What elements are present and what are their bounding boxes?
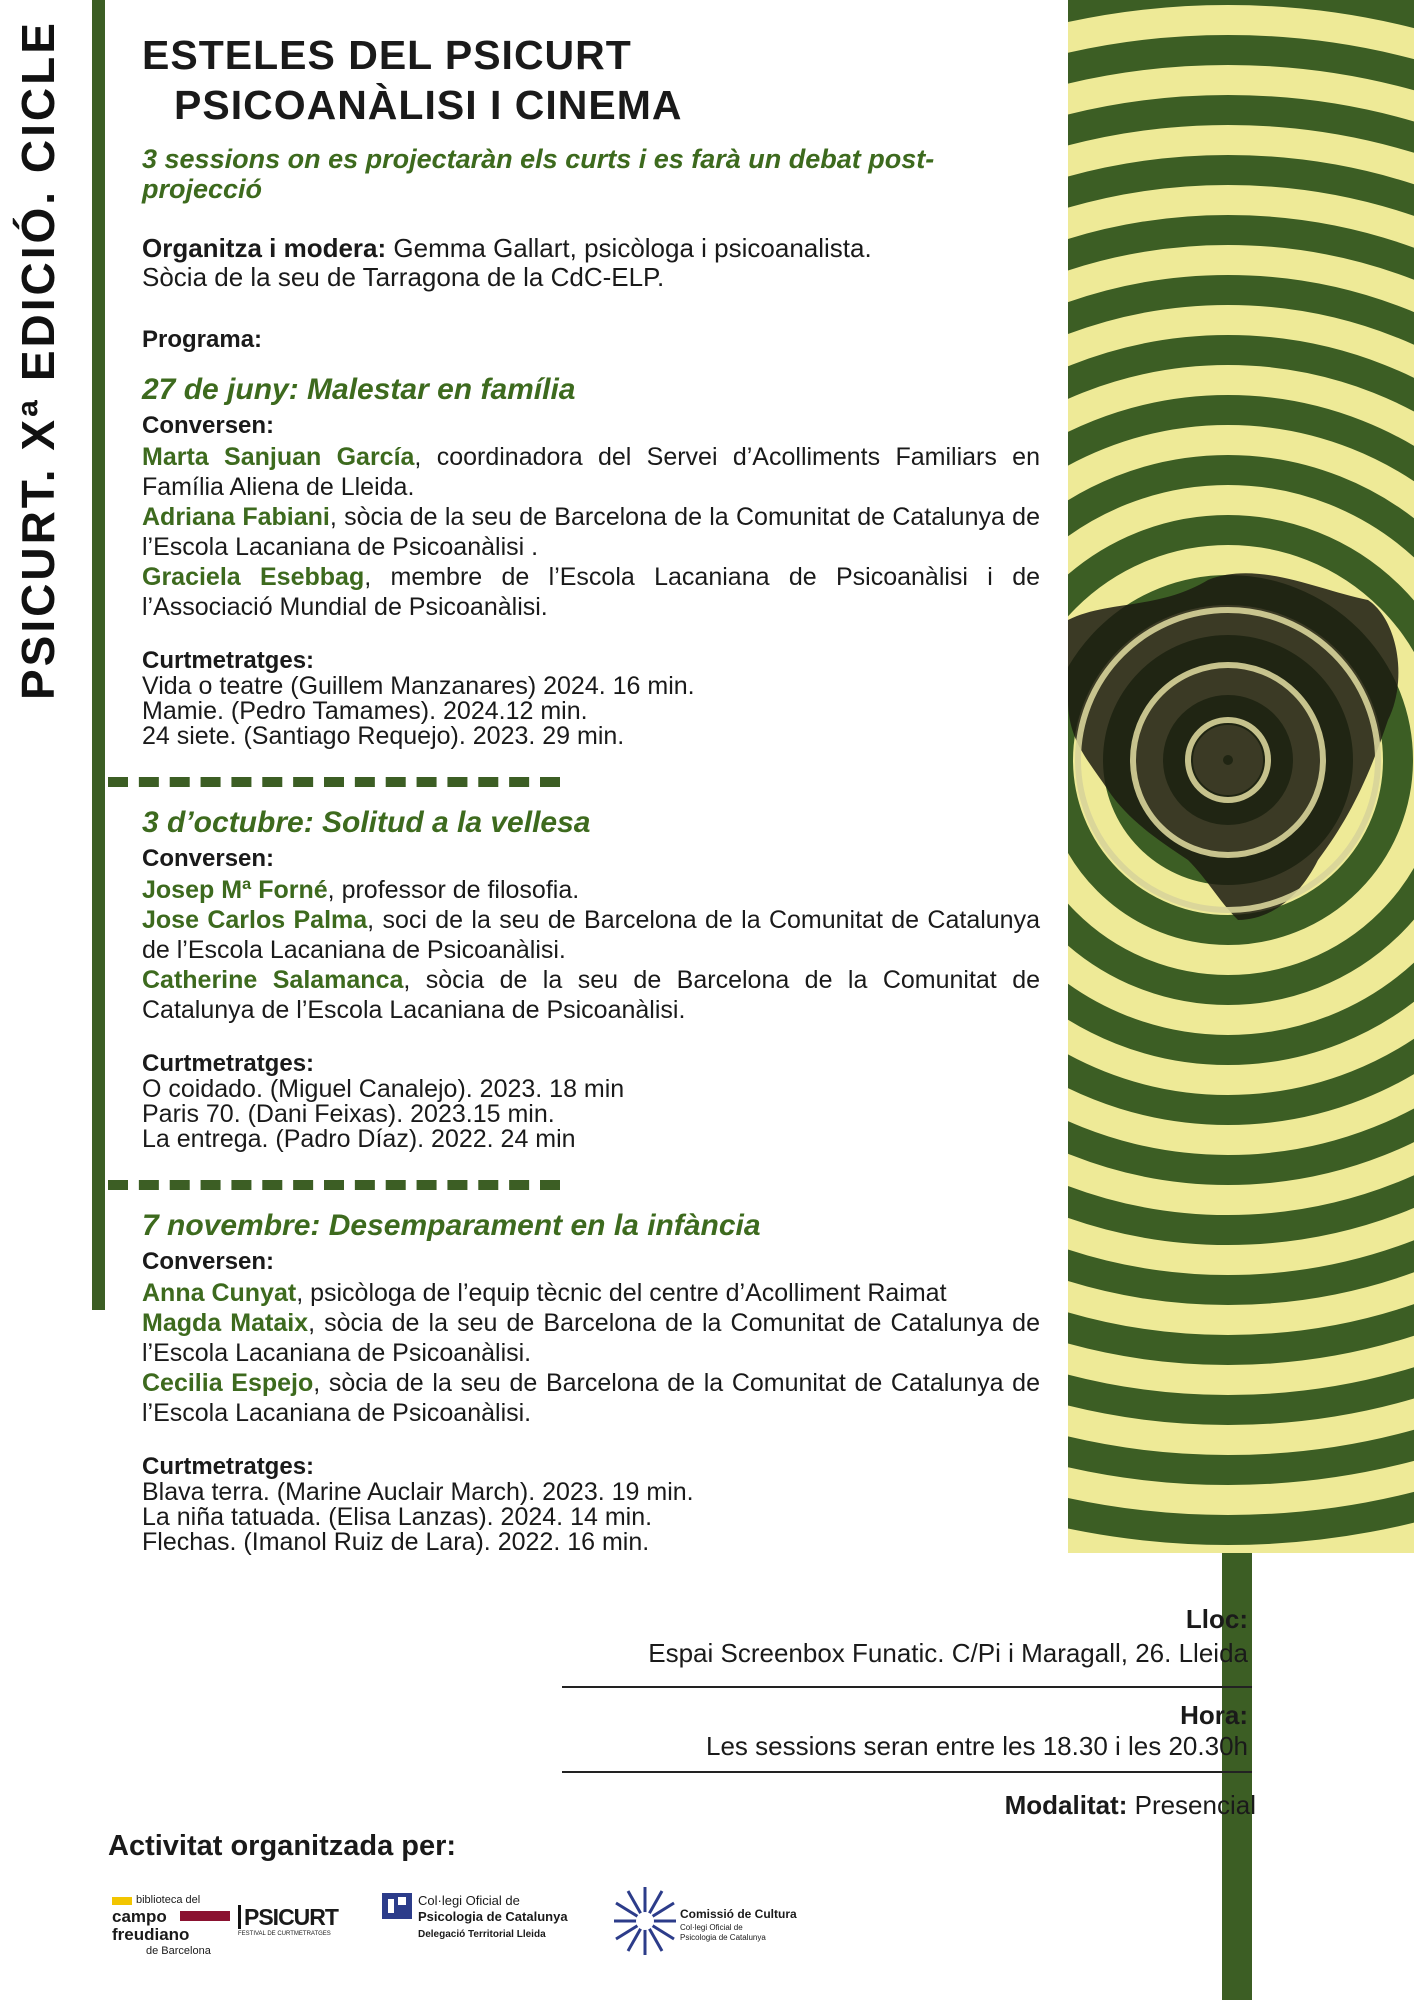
speaker-name: Catherine Salamanca [142,966,404,994]
films-label: Curtmetratges: [142,1453,315,1480]
film-item: Blava terra. (Marine Auclair March). 2023. 19 min. [142,1478,694,1506]
main-content [142,30,1040,1555]
campo-logo-line1: biblioteca del [136,1894,201,1906]
copc-logo-line2: Psicologia de Catalunya [418,1909,568,1924]
speaker-desc: , sòcia de la seu de Barcelona de la Comunitat de Catalunya de l’Escola Lacaniana de Psicoanàlisi. [142,1369,1040,1427]
speaker-name: Magda Mataix [142,1309,309,1337]
comissio-cultura-logo [612,1885,828,1965]
speaker-name: Jose Carlos Palma [142,906,368,934]
speaker-name: Josep Mª Forné [142,876,328,904]
psicurt-logo-tag: FESTIVAL DE CURTMETRATGES [238,1931,331,1937]
title-line-1: ESTELES DEL PSICURT [142,32,632,78]
speaker-desc: , psicòloga de l’equip tècnic del centre d’Acolliment Raimat [296,1279,947,1307]
dashed-divider [108,1180,560,1190]
spiral-graphic [1068,0,1414,1553]
program-label: Programa: [142,326,263,353]
campo-logo-line3: freudiano [112,1925,190,1944]
divider-line [562,1686,1252,1688]
subtitle: 3 sessions on es projectaràn els curts i es farà un debat post-projecció [142,144,935,204]
film-item: Mamie. (Pedro Tamames). 2024.12 min. [142,697,588,725]
speaker-desc: , sòcia de la seu de Barcelona de la Comunitat de Catalunya de l’Escola Lacaniana de Psicoanàlisi. [142,966,1040,1024]
film-item: La niña tatuada. (Elisa Lanzas). 2024. 14 min. [142,1503,653,1531]
film-item: O coidado. (Miguel Canalejo). 2023. 18 min [142,1075,625,1103]
speaker [142,502,1040,562]
speaker [142,905,1040,965]
campo-logo-line4: de Barcelona [146,1945,211,1957]
psicurt-logo-name: PSICURT [238,1905,358,1929]
session-1 [142,372,1040,749]
cultura-logo-line1: Comissió de Cultura [680,1907,797,1921]
speaker [142,562,1040,622]
campo-freudiano-logo [112,1894,230,1967]
conversen-label: Conversen: [142,845,275,872]
film-item: Vida o teatre (Guillem Manzanares) 2024. 16 min. [142,672,695,700]
speaker-name: Anna Cunyat [142,1279,297,1307]
speaker-desc: , membre de l’Escola Lacaniana de Psicoanàlisi i de l’Associació Mundial de Psicoanàlisi. [142,563,1040,621]
copc-logo [380,1891,580,1961]
copc-logo-line1: Col·legi Oficial de [418,1893,520,1908]
psicurt-logo [238,1905,358,1955]
venue-label [1186,1604,1248,1635]
organizer-label: Organitza i modera: [142,233,387,263]
copc-emblem-icon [380,1891,416,1921]
time-value: Les sessions seran entre les 18.30 i les 20.30h [705,1731,1248,1761]
mode-line [1005,1790,1256,1821]
speaker-desc: , sòcia de la seu de Barcelona de la Comunitat de Catalunya de l’Escola Lacaniana de Psicoanàlisi. [142,1309,1040,1367]
organized-by-label: Activitat organitzada per: [108,1830,457,1862]
speaker [142,442,1040,502]
speaker [142,1308,1040,1368]
sunburst-icon [612,1885,678,1957]
speaker-name: Cecilia Espejo [142,1369,314,1397]
speaker-name: Adriana Fabiani [142,503,330,531]
conversen-label: Conversen: [142,412,275,439]
mode-value: Presencial [1127,1790,1256,1820]
speaker-name: Marta Sanjuan García [142,443,415,471]
session-heading: 3 d’octubre: Solitud a la vellesa [142,806,591,839]
speaker-name: Graciela Esebbag [142,563,365,591]
logos-row [108,1885,828,1970]
session-heading: 7 novembre: Desemparament en la infància [142,1209,761,1242]
mode-label: Modalitat: [1004,1790,1128,1820]
organizer-line [142,234,1040,263]
conversen-label: Conversen: [142,1248,275,1275]
venue-value: Espai Screenbox Funatic. C/Pi i Maragall, 26. Lleida [648,1638,1248,1668]
speaker-desc: , sòcia de la seu de Barcelona de la Comunitat de Catalunya de l’Escola Lacaniana de Psicoanàlisi . [142,503,1040,561]
speaker [142,1278,1040,1308]
cultura-logo-line2: Col·legi Oficial de [680,1923,743,1932]
film-item: Flechas. (Imanol Ruiz de Lara). 2022. 16 min. [142,1528,650,1556]
cultura-logo-line3: Psicologia de Catalunya [680,1933,766,1942]
session-2 [142,805,1040,1152]
speaker-desc: , professor de filosofia. [327,876,580,904]
speaker-desc: , soci de la seu de Barcelona de la Comunitat de Catalunya de l’Escola Lacaniana de Psicoanàlisi. [142,906,1040,964]
film-item: Paris 70. (Dani Feixas). 2023.15 min. [142,1100,555,1128]
film-item: 24 siete. (Santiago Requejo). 2023. 29 min. [142,722,625,750]
spiral-svg [1068,0,1414,1553]
films-label: Curtmetratges: [142,647,315,674]
venue-label-text: Lloc: [1185,1604,1248,1634]
time-label-text: Hora: [1180,1700,1248,1730]
title-line-2: PSICOANÀLISI I CINEMA [174,82,683,128]
left-green-bar [92,0,105,1310]
time-label [1180,1700,1248,1731]
organizer-name: Gemma Gallart, psicòloga i psicoanalista. [386,233,872,263]
film-item: La entrega. (Padro Díaz). 2022. 24 min [142,1125,576,1153]
divider-line [562,1771,1252,1773]
session-3 [142,1208,1040,1555]
speaker [142,1368,1040,1428]
vertical-cycle-title: PSICURT. Xª EDICIÓ. CICLE [12,20,64,700]
speaker [142,965,1040,1025]
organizer-affiliation: Sòcia de la seu de Tarragona de la CdC-ELP. [142,262,665,292]
copc-logo-line3: Delegació Territorial Lleida [418,1929,546,1940]
films-label: Curtmetratges: [142,1050,315,1077]
campo-logo-line2: campo [112,1907,167,1926]
speaker [142,875,1040,905]
session-heading: 27 de juny: Malestar en família [142,373,576,406]
dashed-divider [108,777,560,787]
speaker-desc: , coordinadora del Servei d’Acolliments Familiars en Família Aliena de Lleida. [142,443,1040,501]
